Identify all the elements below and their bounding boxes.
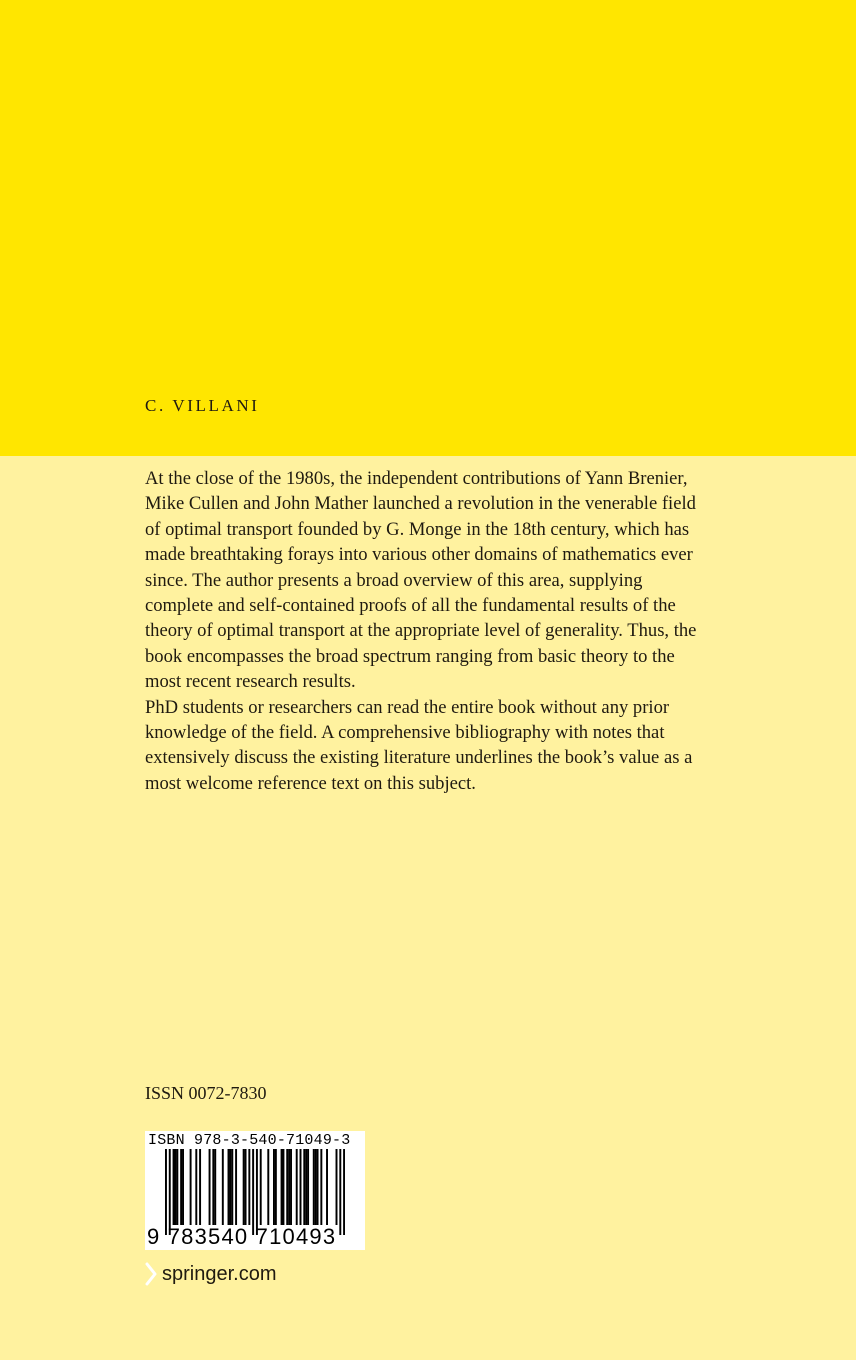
barcode-bar: [339, 1149, 341, 1235]
barcode-bar: [245, 1149, 247, 1225]
barcode-bar: [173, 1149, 175, 1225]
barcode-image: [165, 1149, 345, 1235]
barcode-bar: [229, 1149, 231, 1225]
barcode-bar: [180, 1149, 182, 1225]
barcode-bar: [256, 1149, 258, 1235]
description-paragraph-2: PhD students or researchers can read the entire book without any prior knowledge of the field. A comprehensive bibliography with notes that extensively discuss the existing literature underlines the book’s value as a most welcome reference text on this subject.: [145, 696, 693, 794]
barcode-bar: [305, 1149, 307, 1225]
barcode-bar: [313, 1149, 315, 1225]
barcode-bar: [174, 1149, 176, 1225]
barcode-bar: [267, 1149, 269, 1225]
barcode-bar: [214, 1149, 216, 1225]
barcode-bar: [248, 1149, 250, 1225]
author-name: C. VILLANI: [145, 396, 260, 415]
barcode-bar: [290, 1149, 292, 1225]
barcode-bar: [300, 1149, 302, 1225]
barcode-bar: [286, 1149, 288, 1225]
barcode-bar: [315, 1149, 317, 1225]
chevron-right-icon: [145, 1262, 157, 1286]
publisher-footer: [145, 1262, 277, 1286]
barcode-bar: [320, 1149, 322, 1225]
barcode-bar: [275, 1149, 277, 1225]
barcode-bar: [296, 1149, 298, 1225]
description-paragraph-1: At the close of the 1980s, the independent contributions of Yann Brenier, Mike Cullen and John Mather launched a revolution in the venerable field of optimal transport founded by G. Monge in the 18th century, which has made breathtaking forays into various other domains of mathematics ever since. The author presents a broad overview of this area, supplying complete and self-contained proofs of all the fundamental results of the theory of optimal transport at the appropriate level of generality. Thus, the book encompasses the broad spectrum ranging from basic theory to the most recent research results.: [145, 468, 697, 693]
barcode-bar: [195, 1149, 197, 1225]
cover-top-band: [0, 0, 856, 456]
barcode-bar: [326, 1149, 328, 1225]
barcode-bar: [212, 1149, 214, 1225]
barcode-bar: [169, 1149, 171, 1235]
barcode-bar: [307, 1149, 309, 1225]
barcode-bar: [317, 1149, 319, 1225]
barcode-bar: [343, 1149, 345, 1235]
barcode-bar: [303, 1149, 305, 1225]
isbn-label: ISBN 978-3-540-71049-3: [148, 1132, 351, 1149]
barcode-bar: [235, 1149, 237, 1225]
barcode-bar: [336, 1149, 338, 1225]
issn-number: ISSN 0072-7830: [145, 1083, 267, 1103]
barcode-bar: [281, 1149, 283, 1225]
publisher-website[interactable]: springer.com: [162, 1262, 277, 1285]
barcode-bar: [176, 1149, 178, 1225]
barcode-bar: [222, 1149, 224, 1225]
barcode-digits: 9 783540 710493: [147, 1224, 337, 1249]
barcode-box: [145, 1131, 365, 1250]
barcode-bar: [228, 1149, 230, 1225]
barcode-bar: [252, 1149, 254, 1235]
barcode-bar: [165, 1149, 167, 1235]
barcode-bar: [231, 1149, 233, 1225]
barcode-bar: [209, 1149, 211, 1225]
barcode-bar: [243, 1149, 245, 1225]
barcode-bar: [273, 1149, 275, 1225]
barcode-bar: [182, 1149, 184, 1225]
barcode-bar: [288, 1149, 290, 1225]
book-description: [145, 466, 705, 796]
barcode-bar: [190, 1149, 192, 1225]
barcode-bar: [282, 1149, 284, 1225]
barcode-bar: [260, 1149, 262, 1225]
barcode-bar: [199, 1149, 201, 1225]
